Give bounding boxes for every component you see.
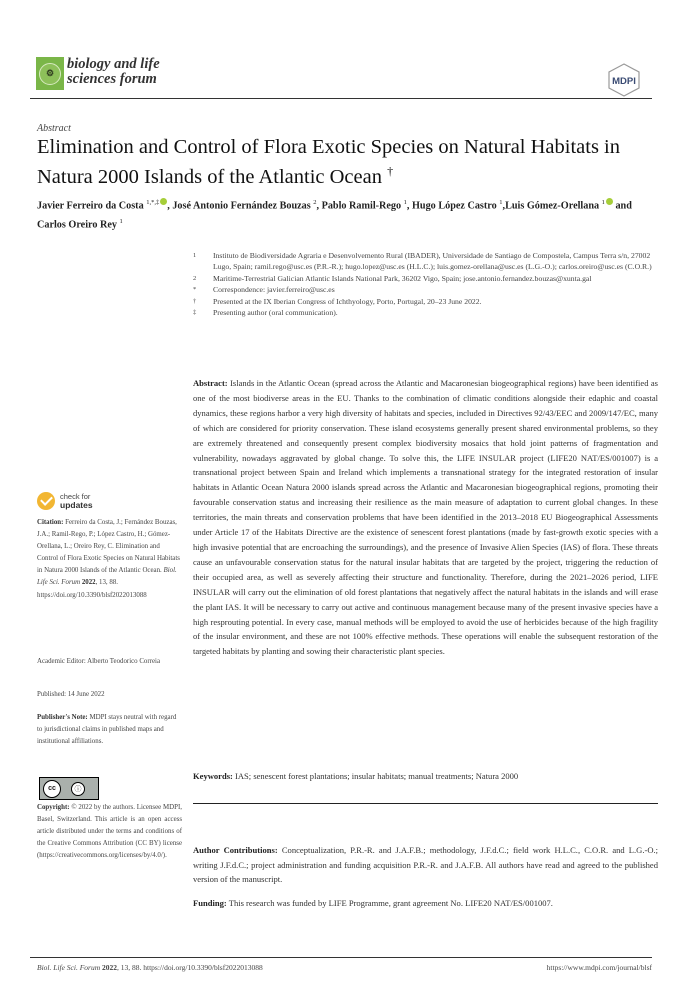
- author-name[interactable]: Javier Ferreiro da Costa: [37, 200, 147, 212]
- header-divider: [30, 98, 652, 99]
- check-for-updates-button[interactable]: [37, 492, 93, 510]
- author-separator: and: [612, 200, 632, 212]
- contributions-text: Conceptualization, P.R.-R. and J.A.F.B.; methodology, J.F.d.C.; field work H.L.C., C.O.R. and L.G.-O.; writing J.F.d.C.; project administration and funding acquisition P.R.-R. and J.A.F.B. All authors have read and agreed to the published version of the manuscript.: [193, 845, 659, 885]
- abstract: [193, 376, 658, 659]
- journal-logo[interactable]: [36, 57, 64, 90]
- footer-journal: Biol. Life Sci. Forum: [37, 963, 101, 972]
- author-name[interactable]: Carlos Oreiro Rey: [37, 219, 120, 231]
- publisher-note-label: Publisher's Note:: [37, 714, 88, 721]
- mdpi-logo-text: MDPI: [612, 76, 636, 87]
- footer-year: 2022: [102, 963, 117, 972]
- contributions-label: Author Contributions:: [193, 845, 278, 855]
- journal-url-link[interactable]: https://www.mdpi.com/journal/blsf: [546, 963, 652, 972]
- check-icon: [37, 492, 55, 510]
- citation-year: 2022: [81, 579, 96, 587]
- affiliation-item: [193, 296, 658, 307]
- journal-name-line2: sciences forum: [67, 71, 157, 87]
- affiliation-mark: 2: [193, 274, 197, 282]
- attribution-person-icon: ⓘ: [71, 782, 85, 796]
- funding-text: This research was funded by LIFE Programme, grant agreement No. LIFE20 NAT/ES/001007.: [228, 898, 553, 908]
- author-list: [37, 195, 657, 234]
- author-separator: ,: [406, 200, 412, 212]
- cc-by-license-badge[interactable]: [39, 777, 99, 800]
- keywords: [193, 771, 658, 781]
- author-name[interactable]: Luis Gómez-Orellana: [505, 200, 602, 212]
- check-updates-line2: updates: [60, 500, 93, 510]
- author-separator: ,: [167, 200, 173, 212]
- footer-divider: [30, 957, 652, 958]
- footer-citation: [37, 963, 263, 972]
- orcid-icon[interactable]: [606, 198, 613, 205]
- citation-journal: Biol. Life Sci. Forum: [37, 567, 177, 587]
- abstract-text: Islands in the Atlantic Ocean (spread across the Atlantic and Macaronesian biogeographical regions) have been identified as one of the most biodiverse areas in the EU. Thanks to the combination of climatic conditions alongside their edaphic and coastal dynamics, these regions harbor a very high diversity of habitats and species, included in Directives 92/43/EEC and 2009/147/EC, many of which are considered for priority conservation. These island ecosystems generally present shared environmental problems, so they are extremely threatened and consequently present complex biodiversity mosaics that hold joint patterns of fragmentation and vulnerability, nowadays aggravated by global change. To solve this, the LIFE INSULAR project (LIFE20 NAT/ES/001007) is a transnational project between Spain and Ireland which implements a transnational strategy for the integrated restoration of insular habitats in Atlantic Ocean Natura 2000 islands spread across the Atlantic and Macaronesian biogeographical regions, promoting their favourable conservation status and increasing their resilience as the main measure of adaptation to current global changes. In these territories, the main threats and conservation problems that have been identified in the 2013–2018 EU Biogeographical Assessments under Article 17 of the Habitats Directive are the existence of senescent forest plantations (made by fast-growth exotic species with a high invasive potential that are encroaching the surroundings), and the presence of Invasive Alien Species (IAS) of flora. These threats cause an unfavourable conservation status for the natural insular habitats that are targeted by the project, triggering the reduction of their occupied area, as well as severely affecting their structure and functionality. Therefore, during the 2021–2026 period, LIFE INSULAR will carry out the elimination of old forest plantations that negatively affect the natural habitats in the islands and will erase the plant IAS. It will be necessary to carry out active and continuous management because many of the present invasive species have a high resprouting potential. In every case, manual methods will be employed to avoid the use of herbicides because of the high fragility of the insular environment, and these are not 100% effective methods. These operations will enable the subsequent restoration of the targeted habitats by planting and sowing their characteristic plant species.: [193, 378, 659, 657]
- affiliation-item: [193, 273, 658, 284]
- author-affiliation-mark: 1,*,‡: [146, 199, 160, 206]
- citation-text: Ferreiro da Costa, J.; Fernández Bouzas, J.A.; Ramil-Rego, P.; López Castro, H.; Gómez-Orellana, L.; Oreiro Rey, C. Elimination and Control of Flora Exotic Species on Natural Habitats in Natura 2000 Islands of the Atlantic Ocean.: [37, 519, 180, 575]
- funding-label: Funding:: [193, 898, 227, 908]
- author-affiliation-mark: 1: [119, 218, 123, 226]
- cc-icon: cc: [43, 780, 61, 798]
- section-divider: [193, 803, 658, 804]
- affiliation-text: Presenting author (oral communication).: [213, 308, 338, 318]
- title-footnote-mark: †: [387, 164, 394, 178]
- affiliation-text: Correspondence: javier.ferreiro@usc.es: [213, 285, 335, 295]
- affiliation-mark: ‡: [193, 309, 197, 317]
- affiliation-text: Maritime-Terrestrial Galician Atlantic Islands National Park, 36202 Vigo, Spain; jose.antonio.fernandez.bouzas@xunta.gal: [213, 273, 592, 283]
- academic-editor: Academic Editor: Alberto Teodorico Correia: [37, 658, 160, 665]
- journal-name-line1: biology and life: [67, 56, 160, 72]
- affiliation-mark: †: [193, 297, 197, 305]
- author-name[interactable]: Pablo Ramil-Rego: [321, 200, 404, 212]
- affiliation-text: Presented at the IX Iberian Congress of Ichthyology, Porto, Portugal, 20–23 June 2022.: [213, 296, 482, 306]
- author-affiliation-mark: 1: [499, 199, 503, 206]
- author-affiliation-mark: 1: [601, 199, 605, 206]
- affiliation-mark: *: [193, 286, 197, 294]
- publisher-note-text: MDPI stays neutral with regard to jurisdictional claims in published maps and institutional affiliations.: [37, 714, 177, 746]
- journal-name: [67, 57, 160, 87]
- citation-doi-link[interactable]: , 13, 88. https://doi.org/10.3390/blsf2022013088: [37, 579, 147, 599]
- author-separator: ,: [502, 200, 506, 212]
- copyright-label: Copyright:: [37, 804, 70, 811]
- article-title-text: Elimination and Control of Flora Exotic Species on Natural Habitats in Natura 2000 Islands of the Atlantic Ocean: [37, 136, 620, 188]
- author-separator: ,: [316, 200, 322, 212]
- journal-logo-icon: ⚙: [39, 63, 61, 85]
- affiliation-item: [193, 307, 658, 318]
- affiliation-text: Instituto de Biodiversidade Agraria e Desenvolvemento Rural (IBADER), Universidade de Santiago de Compostela, Campus Terra s/n, 27002 Lugo, Spain; ramil.rego@usc.es (P.R.-R.); hugo.lopez@usc.es (H.L.C.); luis.gomez-orellana@usc.es (L.G.-O.); carlos.oreiro@usc.es (C.O.R.): [213, 251, 652, 272]
- author-affiliation-mark: 1: [403, 199, 407, 206]
- footer-doi-link[interactable]: , 13, 88. https://doi.org/10.3390/blsf2022013088: [117, 963, 263, 972]
- keywords-label: Keywords:: [193, 771, 233, 781]
- published-date: Published: 14 June 2022: [37, 691, 105, 698]
- copyright-text: © 2022 by the authors. Licensee MDPI, Basel, Switzerland. This article is an open access article distributed under the terms and conditions of the Creative Commons Attribution (CC BY) license (https://creativecommons.org/licenses/by/4.0/).: [37, 804, 182, 860]
- author-name[interactable]: Hugo López Castro: [412, 200, 500, 212]
- copyright: [37, 802, 182, 862]
- affiliation-item: [193, 284, 658, 295]
- keywords-text: IAS; senescent forest plantations; insular habitats; manual treatments; Natura 2000: [235, 771, 519, 781]
- affiliation-mark: 1: [193, 252, 197, 259]
- mdpi-logo-icon[interactable]: [606, 62, 642, 98]
- abstract-label: Abstract:: [193, 378, 228, 388]
- affiliation-item: [193, 250, 658, 273]
- author-affiliation-mark: 2: [313, 199, 317, 206]
- check-updates-line1: check for: [60, 492, 91, 501]
- funding: [193, 898, 658, 908]
- author-contributions: [193, 843, 658, 887]
- citation: [37, 517, 182, 602]
- article-type: Abstract: [37, 123, 71, 134]
- affiliations: [193, 250, 658, 318]
- author-name[interactable]: José Antonio Fernández Bouzas: [172, 200, 314, 212]
- publisher-note: [37, 712, 182, 748]
- citation-label: Citation:: [37, 519, 64, 526]
- article-title: [37, 135, 637, 189]
